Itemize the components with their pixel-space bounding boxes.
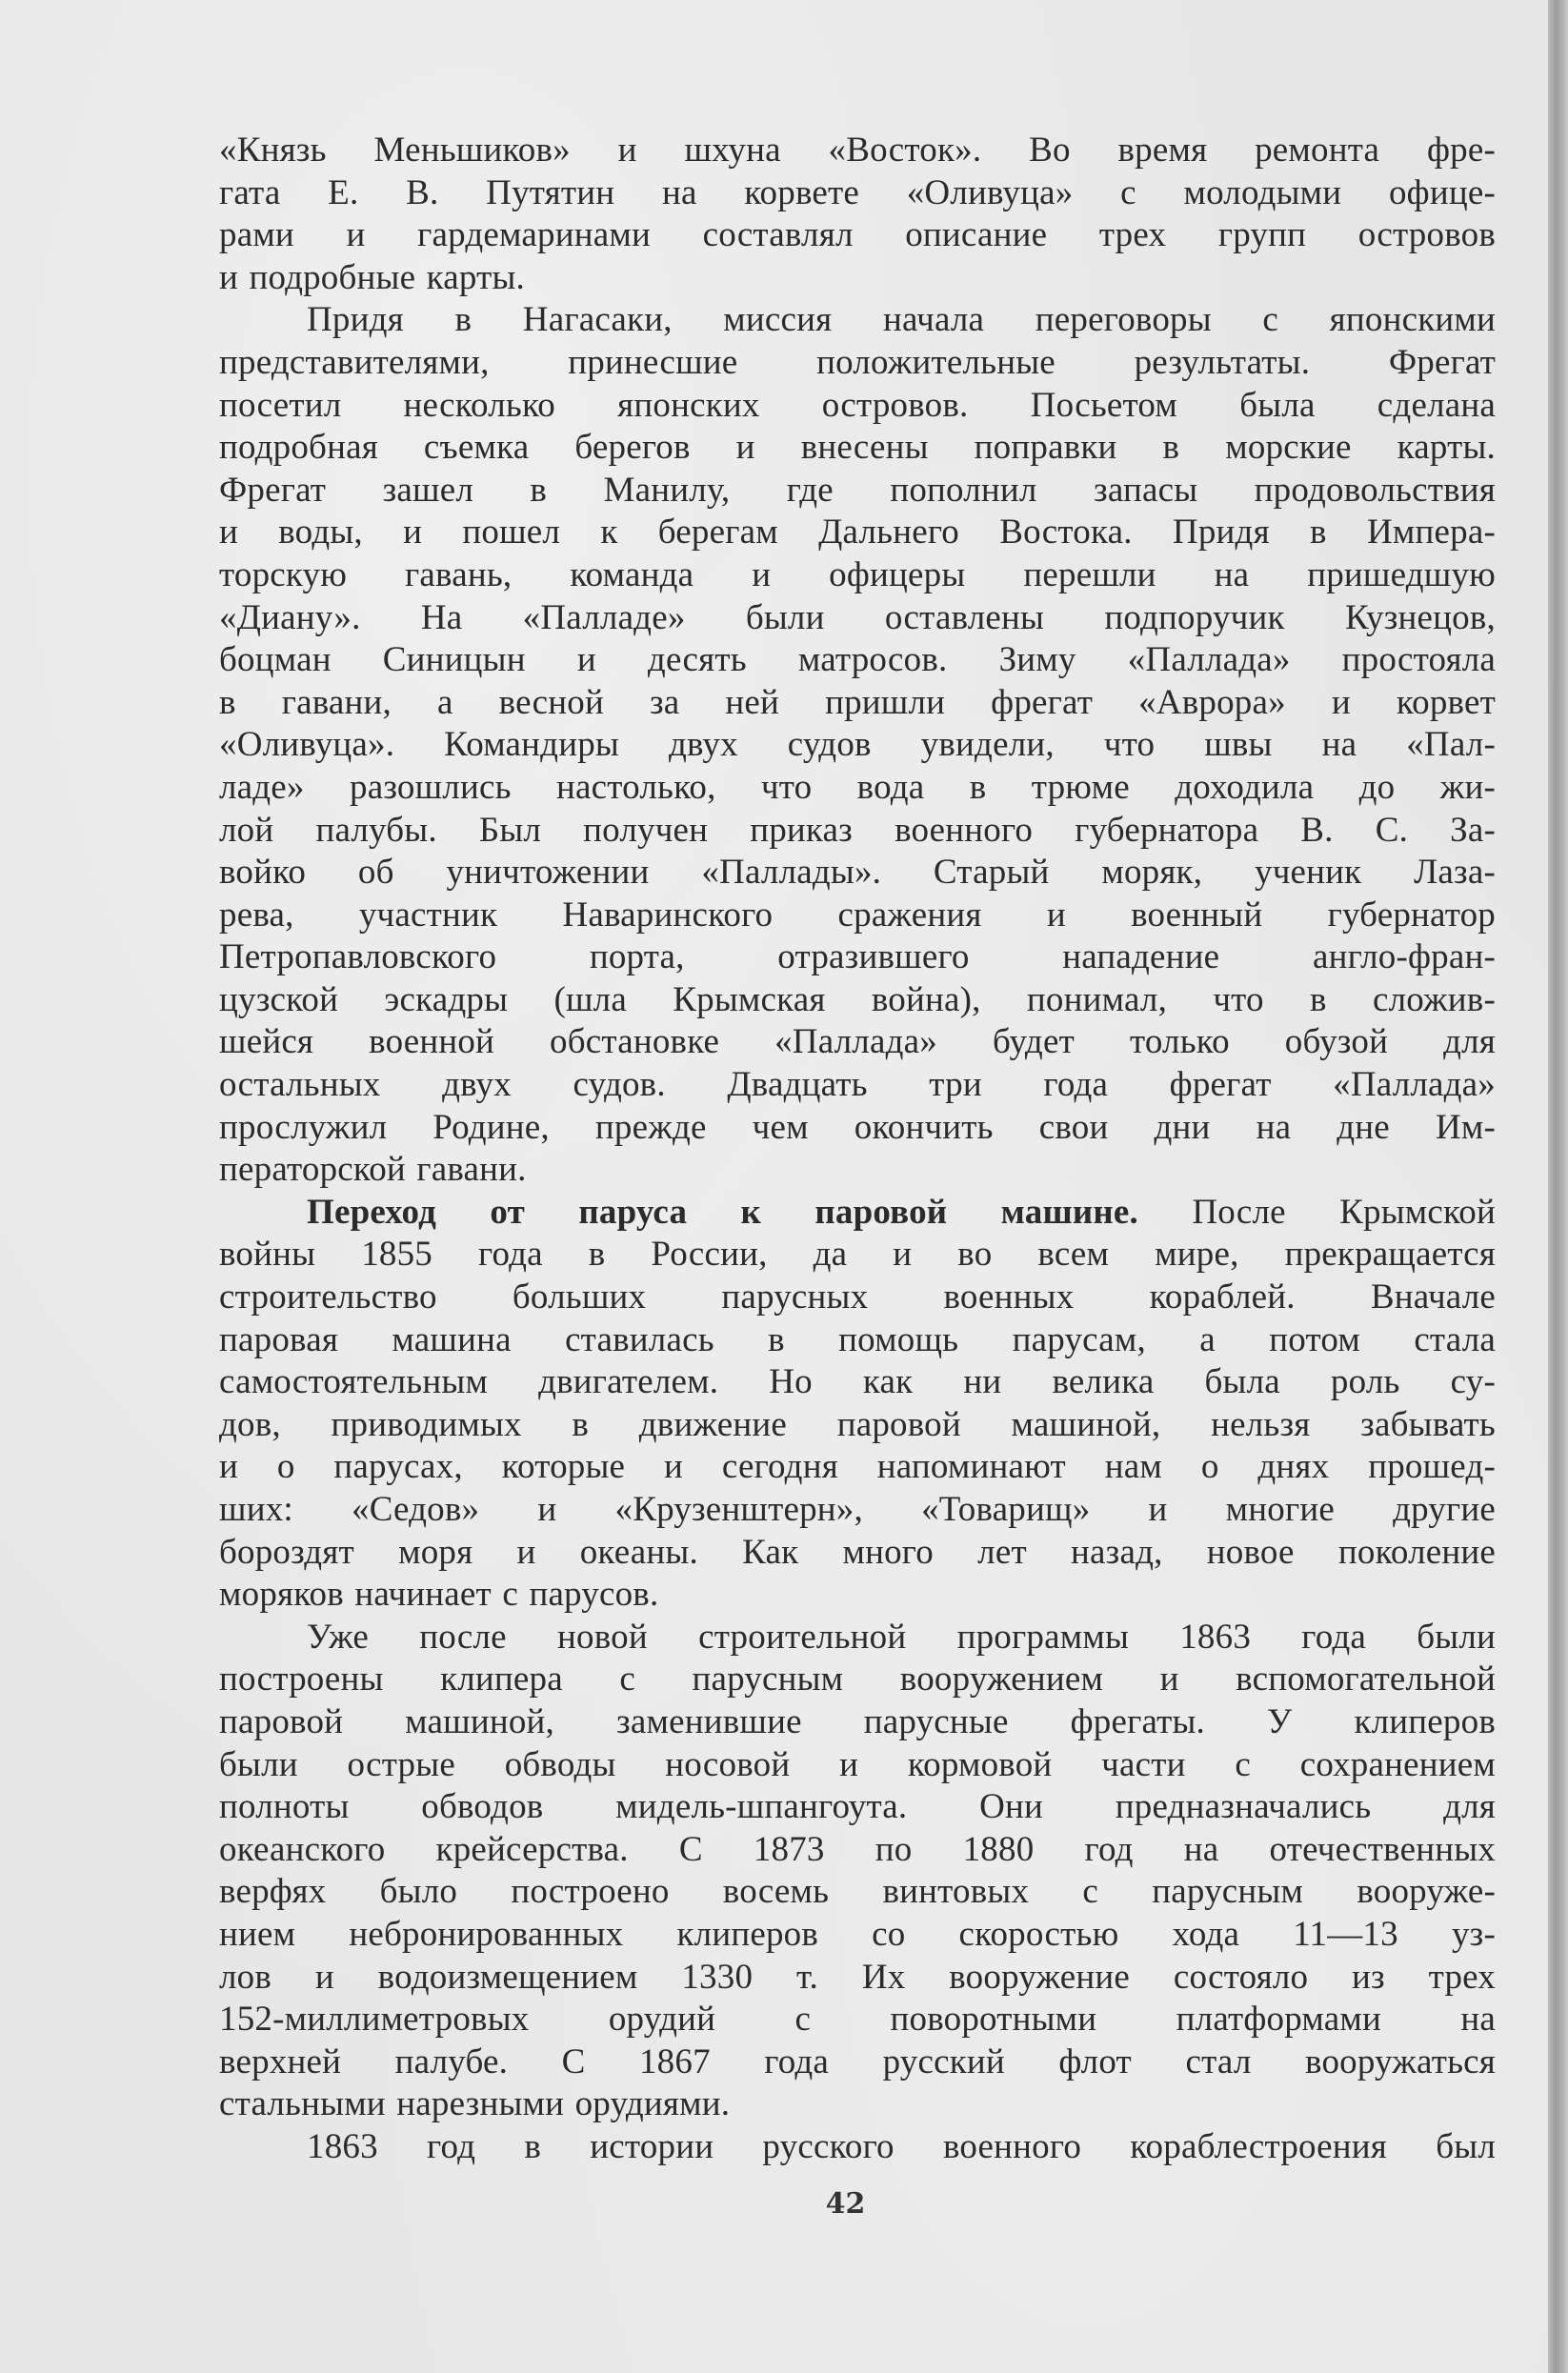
text-line: посетил несколько японских островов. Посьетом была сделана	[219, 385, 1496, 425]
text-line: 1863 год в истории русского военного кораблестроения был	[307, 2126, 1496, 2166]
paragraph	[219, 1192, 1496, 1617]
text-line: дов, приводимых в движение паровой машиной, нельзя забывать	[219, 1404, 1496, 1444]
text-line: шейся военной обстановке «Паллада» будет только обузой для	[219, 1022, 1496, 1062]
text-line: подробная съемка берегов и внесены поправки в морские карты.	[219, 428, 1496, 468]
text-line: рева, участник Наваринского сражения и военный губернатор	[219, 895, 1496, 935]
text-line: паровая машина ставилась в помощь парусам, а потом стала	[219, 1319, 1496, 1359]
text-line: моряков начинает с парусов.	[219, 1575, 659, 1615]
text-line: остальных двух судов. Двадцать три года фрегат «Паллада»	[219, 1065, 1496, 1105]
text-line: прослужил Родине, прежде чем окончить свои дни на дне Им-	[219, 1107, 1496, 1147]
text-line: Уже после новой строительной программы 1863 года были	[307, 1617, 1496, 1657]
page-edge-shadow	[1548, 0, 1568, 2373]
text-line: Придя в Нагасаки, миссия начала переговоры с японскими	[307, 300, 1496, 340]
text-line: полноты обводов мидель-шпангоута. Они предназначались для	[219, 1787, 1496, 1827]
text-line: ператорской гавани.	[219, 1150, 527, 1190]
text-line: боцман Синицын и десять матросов. Зиму «Паллада» простояла	[219, 640, 1496, 680]
text-line: самостоятельным двигателем. Но как ни велика была роль су-	[219, 1362, 1496, 1402]
text-line: «Диану». На «Палладе» были оставлены подпоручик Кузнецов,	[219, 597, 1496, 637]
text-line: ладе» разошлись настолько, что вода в трюме доходила до жи-	[219, 767, 1496, 807]
paragraph	[219, 130, 1496, 299]
paragraph	[219, 1617, 1496, 2126]
text-line: в гавани, а весной за ней пришли фрегат «Аврора» и корвет	[219, 682, 1496, 722]
text-line: нием небронированных клиперов со скоростью хода 11—13 уз-	[219, 1914, 1496, 1954]
text-line: Петропавловского порта, отразившего нападение англо-фран-	[219, 937, 1496, 977]
text-line: стальными нарезными орудиями.	[219, 2084, 731, 2124]
text-line: представителями, принесшие положительные результаты. Фрегат	[219, 342, 1496, 382]
text-line: лой палубы. Был получен приказ военного губернатора В. С. За-	[219, 810, 1496, 850]
text-line: войко об уничтожении «Паллады». Старый моряк, ученик Лаза-	[219, 853, 1496, 893]
paragraph	[219, 2126, 1496, 2169]
text-line: и воды, и пошел к берегам Дальнего Востока. Придя в Импера-	[219, 513, 1496, 553]
text-line: «Оливуца». Командиры двух судов увидели, что швы на «Пал-	[219, 725, 1496, 765]
text-line: лов и водоизмещением 1330 т. Их вооружение состояло из трех	[219, 1957, 1496, 1997]
section-heading: Переход от паруса к паровой машине.	[307, 1192, 1139, 1232]
text-line: цузской эскадры (шла Крымская война), понимал, что в сложив-	[219, 979, 1496, 1019]
text-run: После Крымской	[1138, 1192, 1496, 1232]
text-line: Фрегат зашел в Манилу, где пополнил запасы продовольствия	[219, 470, 1496, 510]
text-line: торскую гавань, команда и офицеры перешли на пришедшую	[219, 554, 1496, 594]
text-line: гата Е. В. Путятин на корвете «Оливуца» с молодыми офице-	[219, 172, 1496, 212]
text-line: были острые обводы носовой и кормовой части с сохранением	[219, 1744, 1496, 1784]
text-line: построены клипера с парусным вооружением и вспомогательной	[219, 1659, 1496, 1699]
text-line: строительство больших парусных военных кораблей. Вначале	[219, 1277, 1496, 1317]
paragraph	[219, 299, 1496, 1191]
body-text	[219, 130, 1496, 2169]
text-line: верхней палубе. С 1867 года русский флот стал вооружаться	[219, 2041, 1496, 2081]
text-line: ших: «Седов» и «Крузенштерн», «Товарищ» и многие другие	[219, 1490, 1496, 1529]
text-line: рами и гардемаринами составлял описание трех групп островов	[219, 215, 1496, 255]
text-line: войны 1855 года в России, да и во всем мире, прекращается	[219, 1235, 1496, 1275]
text-line: и о парусах, которые и сегодня напоминают нам о днях прошед-	[219, 1447, 1496, 1487]
text-line: океанского крейсерства. С 1873 по 1880 год на отечественных	[219, 1829, 1496, 1869]
text-line: «Князь Меньшиков» и шхуна «Восток». Во время ремонта фре-	[219, 131, 1496, 170]
text-line: паровой машиной, заменившие парусные фрегаты. У клиперов	[219, 1701, 1496, 1741]
text-line: бороздят моря и океаны. Как много лет назад, новое поколение	[219, 1532, 1496, 1572]
text-line: 152-миллиметровых орудий с поворотными платформами на	[219, 2000, 1496, 2040]
page-number: 42	[825, 2187, 866, 2221]
text-line: и подробные карты.	[219, 257, 525, 297]
text-line: верфях было построено восемь винтовых с парусным вооруже-	[219, 1872, 1496, 1912]
text-line	[219, 1192, 1496, 1235]
